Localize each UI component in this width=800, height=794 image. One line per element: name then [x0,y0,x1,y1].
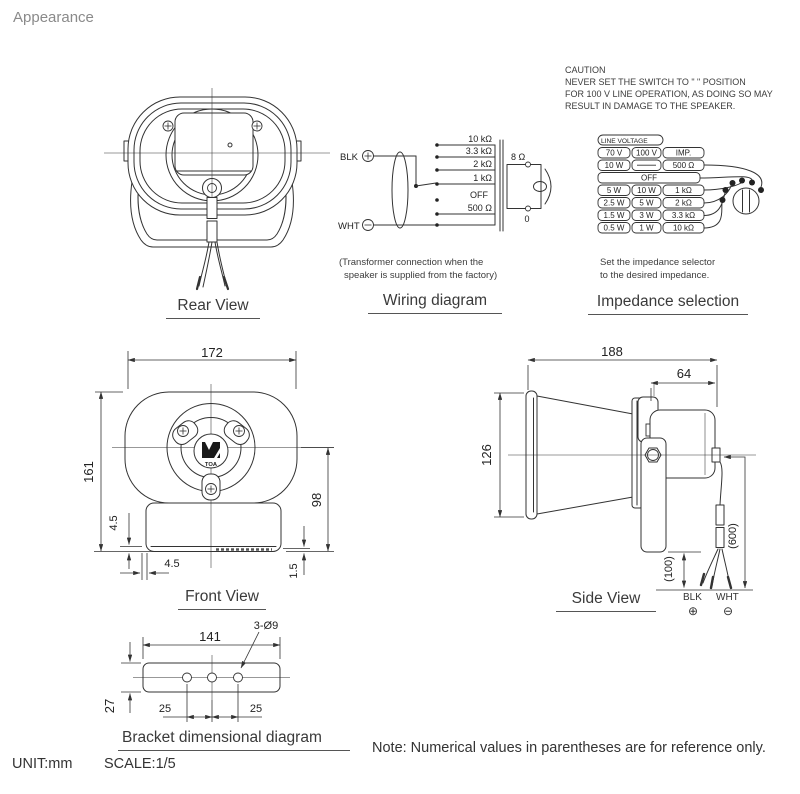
plus-terminal-icon: ⊕ [688,604,699,618]
side-dim-600: (600) [727,523,739,549]
wiring-diagram-drawing [330,125,565,240]
bracket-dim-25r: 25 [249,703,263,715]
toa-logo-text: TOA [204,462,218,468]
unit-label: UNIT:mm [12,756,73,772]
side-dim-height: 126 [479,444,494,466]
side-view-label: Side View [556,590,656,612]
screw-icon [178,426,189,437]
front-dim-45v: 4.5 [108,515,120,531]
side-blk-label: BLK [683,592,702,603]
bracket-diagram-drawing [95,615,395,730]
front-dim-width: 172 [201,345,223,360]
side-wht-label: WHT [716,592,739,603]
screw-icon [234,426,245,437]
wiring-blk-label: BLK [340,152,358,163]
table-cell: 3 W [639,211,654,220]
impedance-caption-line1: Set the impedance selector [600,257,716,268]
impedance-selection-drawing [590,130,795,245]
minus-terminal-icon: ⊖ [723,604,734,618]
impedance-selection-label: Impedance selection [588,293,748,315]
page-title: Appearance [13,9,94,26]
scale-label: SCALE:1/5 [104,756,176,772]
table-cell: 10 kΩ [672,223,695,233]
impedance-caption [600,256,715,282]
bracket-dim-holes: 3-Ø9 [253,620,279,632]
front-view-drawing [81,340,347,588]
wiring-caption-line2: speaker is supplied from the factory) [344,270,498,281]
wiring-diagram-label: Wiring diagram [368,292,502,314]
table-cell: 0.5 W [603,223,625,233]
bracket-diagram-label: Bracket dimensional diagram [118,729,350,751]
screw-icon [252,121,262,131]
caution-block [565,64,800,112]
screw-icon [206,484,217,495]
front-dim-98: 98 [309,492,324,508]
side-dim-64: 64 [676,366,692,381]
screw-icon [163,121,173,131]
table-cell: 70 V [605,148,623,158]
table-cell: 2.5 W [603,198,625,208]
caution-line4: RESULT IN DAMAGE TO THE SPEAKER. [565,101,736,111]
tap-label: OFF [470,190,488,200]
front-dim-45h: 4.5 [164,558,180,570]
tap-label: 500 Ω [467,203,492,213]
bracket-dim-25l: 25 [158,703,172,715]
side-dim-width: 188 [601,344,623,359]
caution-line2: NEVER SET THE SWITCH TO " " POSITION [565,77,746,87]
note-text: Note: Numerical values in parentheses are for reference only. [372,740,766,756]
bracket-dim-width: 141 [199,629,221,644]
table-header: LINE VOLTAGE [601,137,648,145]
tap-label: 3.3 kΩ [465,146,492,156]
table-cell: 1 W [639,223,654,233]
table-cell: 5 W [606,186,622,195]
wiring-caption-line1: (Transformer connection when the [339,257,484,268]
caution-title: CAUTION [565,65,606,75]
secondary-bottom-label: 0 [524,214,530,224]
minus-terminal-icon [363,220,374,231]
tap-label: 1 kΩ [473,173,492,183]
front-view-label: Front View [178,588,266,610]
table-cell: 10 W [604,161,624,170]
impedance-selector-knob-icon [720,178,765,215]
wiring-caption [339,256,497,282]
caution-line3: FOR 100 V LINE OPERATION, AS DOING SO MAY [565,89,773,99]
plus-terminal-icon [363,151,374,162]
tap-label: 10 kΩ [468,134,492,144]
table-cell: 10 W [637,186,656,195]
table-cell: 500 Ω [672,161,695,170]
side-dim-100: (100) [663,556,675,582]
secondary-top-label: 8 Ω [511,152,526,162]
rear-view-label: Rear View [166,297,260,319]
tap-label: 2 kΩ [473,159,492,169]
toa-logo-icon [202,442,220,458]
table-cell: 3.3 kΩ [671,211,696,220]
table-cell: IMP. [675,148,692,158]
front-dim-15: 1.5 [288,563,300,579]
rear-view-drawing [95,80,345,325]
table-cell: 5 W [639,198,654,208]
table-cell: 1 kΩ [675,186,692,195]
impedance-caption-line2: to the desired impedance. [600,270,710,281]
front-dim-height: 161 [81,461,96,483]
wiring-wht-label: WHT [338,221,360,232]
table-cell-off: OFF [641,173,657,183]
table-cell: 100 V [636,148,657,158]
table-cell: 1.5 W [603,211,625,220]
side-view-drawing [460,340,792,595]
bracket-dim-height: 27 [102,698,117,714]
table-cell: 2 kΩ [675,198,692,208]
